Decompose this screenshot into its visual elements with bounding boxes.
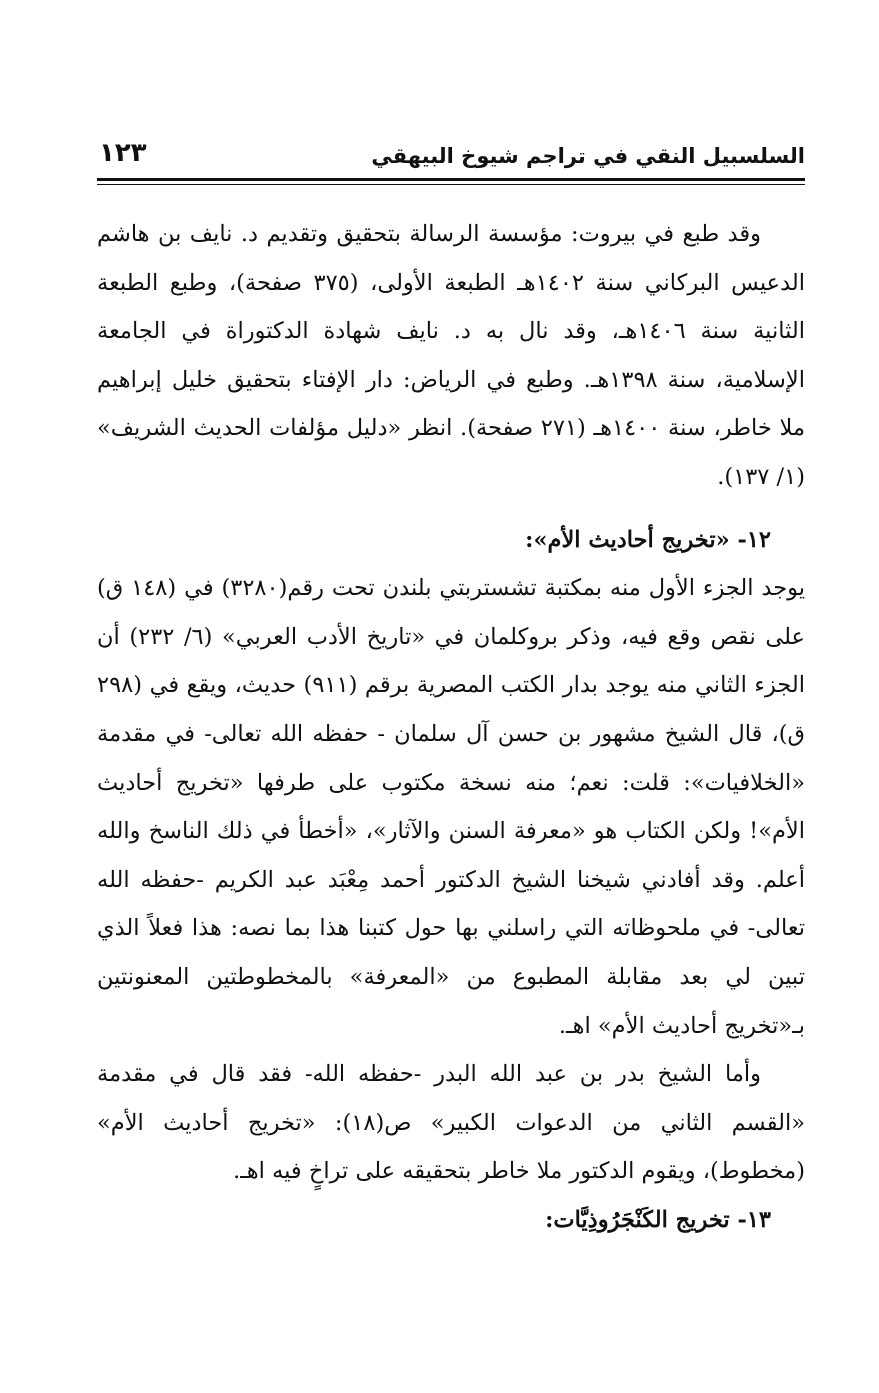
- body-text: [97, 210, 805, 1244]
- paragraph-manuscripts: يوجد الجزء الأول منه بمكتبة تشستربتي بلندن تحت رقم(٣٢٨٠) في (١٤٨ ق) على نقص وقع فيه، وذكر بروكلمان في «تاريخ الأدب العربي» (٦/ ٢٣٢) أن الجزء الثاني منه يوجد بدار الكتب المصرية برقم (٩١١) حديث، ويقع في (٢٩٨ ق)، قال الشيخ مشهور بن حسن آل سلمان - حفظه الله تعالى- في مقدمة «الخلافيات»: قلت: نعم؛ منه نسخة مكتوب على طرفها «تخريج أحاديث الأم»! ولكن الكتاب هو «معرفة السنن والآثار»، «أخطأ في ذلك الناسخ والله أعلم. وقد أفادني شيخنا الشيخ الدكتور أحمد مِعْبَد عبد الكريم -حفظه الله تعالى- في ملحوظاته التي راسلني بها حول كتبنا هذا بما نصه: هذا فعلاً الذي تبين لي بعد مقابلة المطبوع من «المعرفة» بالمخطوطتين المعنونتين بـ«تخريج أحاديث الأم» اهـ.: [97, 575, 806, 1039]
- section-heading-12: ١٢- «تخريج أحاديث الأم»:: [525, 526, 771, 553]
- section-gap: [97, 502, 805, 516]
- paragraph-badr-note: وأما الشيخ بدر بن عبد الله البدر -حفظه الله- فقد قال في مقدمة «القسم الثاني من الدعوات الكبير» ص(١٨): «تخريج أحاديث الأم» (مخطوط)، ويقوم الدكتور ملا خاطر بتحقيقه على تراخٍ فيه اهـ.: [97, 1061, 805, 1185]
- paragraph-print-info: وقد طبع في بيروت: مؤسسة الرسالة بتحقيق وتقديم د. نايف بن هاشم الدعيس البركاني سنة ١٤٠٢هـ الطبعة الأولى، (٣٧٥ صفحة)، وطبع الطبعة الثانية سنة ١٤٠٦هـ، وقد نال به د. نايف شهادة الدكتوراة في الجامعة الإسلامية، سنة ١٣٩٨هـ. وطبع في الرياض: دار الإفتاء بتحقيق خليل إبراهيم ملا خاطر، سنة ١٤٠٠هـ (٢٧١ صفحة). انظر «دليل مؤلفات الحديث الشريف» (١/ ١٣٧).: [97, 221, 805, 490]
- page-header: [97, 134, 805, 181]
- running-title: السلسبيل النقي في تراجم شيوخ البيهقي: [371, 144, 805, 168]
- page-number: ١٢٣: [99, 138, 147, 168]
- section-heading-13: ١٣- تخريج الكَنْجَرُوذِيَّات:: [545, 1206, 771, 1233]
